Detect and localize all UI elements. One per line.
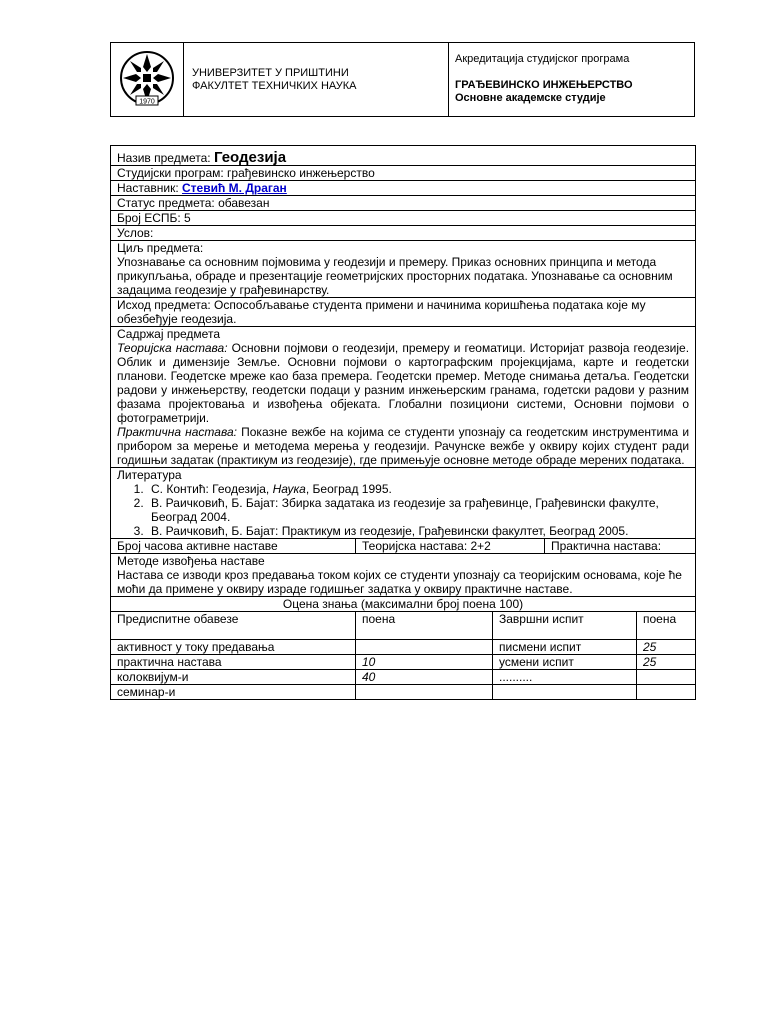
content-row [111, 327, 696, 468]
university-name: УНИВЕРЗИТЕТ У ПРИШТИНИ [192, 66, 349, 79]
header-table [110, 42, 695, 117]
goal-row [111, 241, 696, 298]
course-name-row [111, 146, 696, 166]
grading-row: практична настава 10 усмени испит 25 [111, 655, 696, 670]
grading-title: Оцена знања (максимални број поена 100) [111, 597, 696, 612]
course-table [110, 145, 696, 700]
program-name: ГРАЂЕВИНСКО ИНЖЕЊЕРСТВО [455, 79, 633, 91]
methods-label: Методе извођења наставе [117, 554, 265, 568]
accreditation-cell [449, 43, 695, 117]
university-cell [184, 43, 449, 117]
grading-row: семинар-и [111, 685, 696, 700]
grading-header-pre: Предиспитне обавезе [111, 612, 356, 640]
grading-row: колоквијум-и 40 .......... [111, 670, 696, 685]
accreditation-label: Акредитација студијског програма [455, 53, 630, 65]
logo-year: 1970 [139, 98, 155, 106]
goal-text: Упознавање са основним појмовима у геодезији и премеру. Приказ основних принципа и метода прикупљања, обраде и презентације геометријских просторних података. Упознавање са основним задацима геодезије у грађевинарству. [117, 255, 673, 297]
grading-header-points: поена [356, 612, 493, 640]
teacher-label: Наставник: [117, 181, 179, 195]
literature-label: Литература [117, 468, 182, 482]
practice-text: Показне вежбе на којима се студенти упознају са геодетским инструментима и прибором за мерење и методема мерења у геодезији. Рачунске вежбе у оквиру којих студент ради годишњи задатак (практикум из геодезије), где примењује основне методе обраде мерених података. [117, 425, 690, 467]
grading-header-points: поена [637, 612, 696, 640]
outcome-row: Исход предмета: Оспособљавање студента примени и начинима коришћења података које му обезбеђује геодезија. [111, 298, 696, 327]
course-name: Геодезија [213, 149, 287, 166]
methods-row [111, 554, 696, 597]
ects-row: Број ЕСПБ: 5 [111, 211, 696, 226]
methods-text: Настава се изводи кроз предавања током којих се студенти упознају са теоријским основама, које ће моћи да примене у оквиру израде годишњег задатка у оквиру практичне наставе. [117, 568, 682, 596]
university-logo-icon [116, 47, 178, 109]
theory-text: Основни појмови о геодезији, премеру и геоматици. Историјат развоја геодезије. Облик и димензије Земље. Основни појмови о картографским пројекцијама, карте и геодетски планови. Геодетске мреже као база премера. Геодетски премер. Методе снимања детаља. Геодетски радови у инжењерству, геодетски подаци у разним инжењерским гранама, годетски радови у разним фазама пројектовања и извођења објеката. Глобални позициони системи, Основни појмови о фотограметрији. [117, 341, 690, 425]
condition-row: Услов: [111, 226, 696, 241]
content-label: Садржај предмета [117, 327, 220, 341]
goal-label: Циљ предмета: [117, 241, 204, 255]
theory-paragraph [117, 341, 689, 425]
teacher-row [111, 181, 696, 196]
study-program-row: Студијски програм: грађевинско инжењерство [111, 166, 696, 181]
practice-paragraph [117, 425, 689, 467]
study-level: Основне академске студије [455, 92, 606, 104]
grading-row: активност у току предавања писмени испит 25 [111, 640, 696, 655]
hours-theory: Теоријска настава: 2+2 [356, 539, 545, 554]
literature-list [117, 482, 689, 538]
literature-item: 2. В. Раичковић, Б. Бајат: Збирка задатака из геодезије за грађевинце, Грађевински факулте, Београд 2004. [147, 496, 689, 524]
grading-header-final: Завршни испит [493, 612, 637, 640]
literature-item: 3. В. Раичковић, Б. Бајат: Практикум из геодезије, Грађевински факултет, Београд 2005. [147, 524, 689, 538]
practice-label: Практична настава: [117, 425, 237, 439]
teacher-link[interactable]: Стевић М. Драган [182, 181, 287, 195]
hours-label: Број часова активне наставе [111, 539, 356, 554]
hours-practice: Практична настава: [545, 539, 696, 554]
literature-item: 1. С. Контић: Геодезија, Наука, Београд 1995. [147, 482, 689, 496]
theory-label: Теоријска настава: [117, 341, 228, 355]
course-name-label: Назив предмета: [117, 151, 211, 165]
faculty-name: ФАКУЛТЕТ ТЕХНИЧКИХ НАУКА [192, 79, 357, 92]
status-row: Статус предмета: обавезан [111, 196, 696, 211]
literature-row [111, 468, 696, 539]
university-logo-cell [111, 43, 184, 117]
